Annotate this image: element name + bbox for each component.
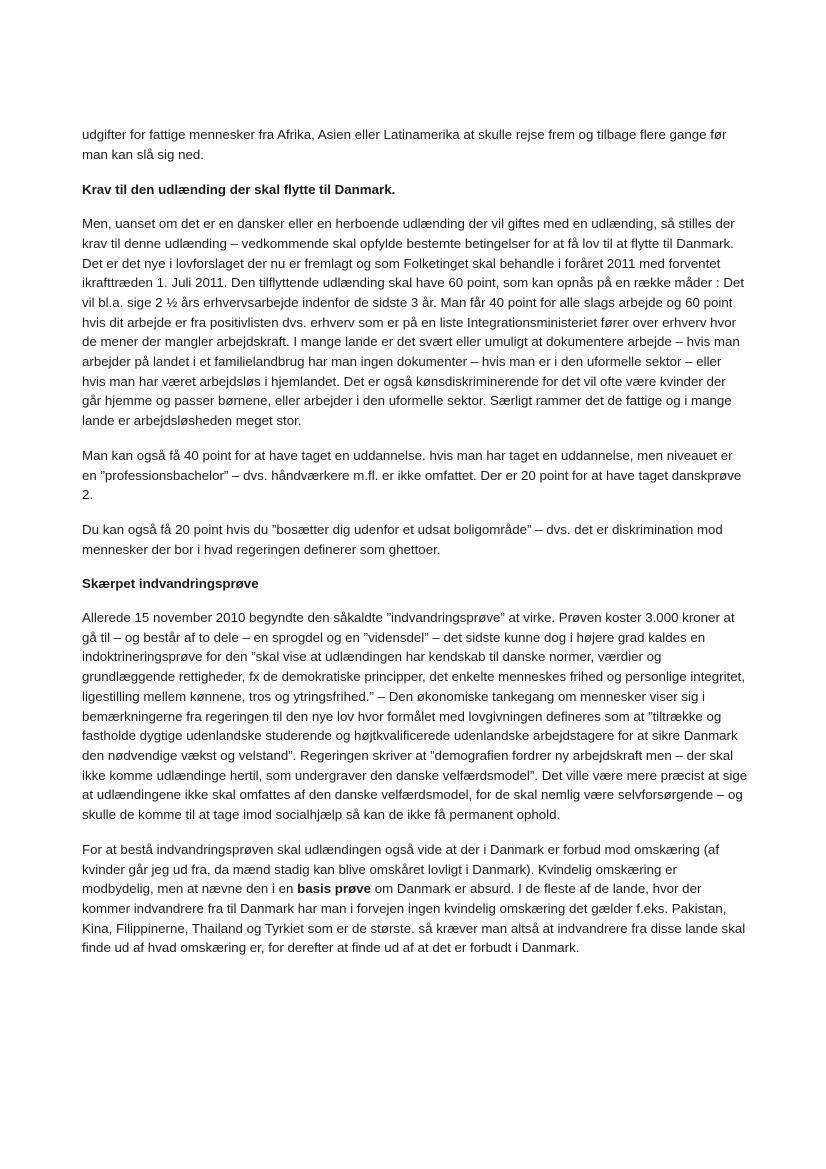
intro-paragraph: udgifter for fattige mennesker fra Afrika, Asien eller Latinamerika at skulle rejse frem og tilbage flere gange før man kan slå sig ned.	[82, 127, 727, 162]
paragraph-text-part: For at bestå indvandringsprøven skal udlændingen også vide at der i Danmark er forbud mod omskæring (af kvinder går jeg ud fra, da mænd stadig kan blive omskåret lovligt i Danmark). Kvindelig omskæring er modbydelig, men at nævne den i en	[82, 841, 720, 897]
section-heading-requirements: Krav til den udlænding der skal flytte til Danmark.	[82, 182, 396, 198]
document-page	[82, 125, 748, 973]
section-heading-immigration-test: Skærpet indvandringsprøve	[82, 576, 259, 592]
bold-phrase: basis prøve	[297, 881, 372, 897]
paragraph-requirements-2: Man kan også få 40 point for at have taget en uddannelse. hvis man har taget en uddannelse, men niveauet er en ”professionsbachelor” – dvs. håndværkere m.fl. er ikke omfattet. Der er 20 point for at have taget danskprøve 2.	[82, 447, 742, 503]
paragraph-requirements-3: Du kan også få 20 point hvis du ”bosætter dig udenfor et udsat boligområde” – dvs. det er diskrimination mod mennesker der bor i hvad regeringen definerer som ghettoer.	[82, 521, 723, 557]
paragraph-text-part: om Danmark er absurd. I de fleste af de lande, hvor der kommer indvandrere fra til Danmark har man i forvejen ingen kvindelig omskæring det gælder f.eks. Pakistan, Kina, Filippinerne, Thailand og Tyrkiet som er de største. så kræver man altså at indvandrere fra disse lande skal finde ud af hvad omskæring er, for derefter at finde ud af at det er forbudt i Danmark.	[82, 881, 746, 956]
paragraph-immigration-test-2	[82, 840, 748, 958]
paragraph-immigration-test-1: Allerede 15 november 2010 begyndte den såkaldte ”indvandringsprøve” at virke. Prøven koster 3.000 kroner at gå til – og består af to dele – en sprogdel og en ”vidensdel” – det sidste kunne dog i højere grad kaldes en indoktrineringsprøve for den ”skal vise at udlændingen har kendskab til danske normer, værdier og grundlæggende rettigheder, fx de demokratiske principper, det enkelte menneskes frihed og personlige integritet, ligestilling mellem kønnene, tros og ytringsfrihed.” – Den økonomiske tankegang om mennesker viser sig i bemærkningerne fra regeringen til den nye lov hvor formålet med lovgivningen defineres som at ”tiltrække og fastholde dygtige udenlandske studerende og højtkvalificerede udenlandske arbejdstagere for at sikre Danmark den nødvendige vækst og velstand”. Regeringen skriver at ”demografien fordrer ny arbejdskraft men – der skal ikke komme udlændinge hertil, som undergraver den danske velfærdsmodel”. Det ville være mere præcist at sige at udlændingene ikke skal omfattes af den danske velfærdsmodel, for de skal nemlig være selvforsørgende – og skulle de komme til at tage imod socialhjælp så kan de ikke få permanent ophold.	[82, 610, 748, 823]
paragraph-requirements-1: Men, uanset om det er en dansker eller en herboende udlænding der vil giftes med en udlænding, så stilles der krav til denne udlænding – vedkommende skal opfylde bestemte betingelser for at få lov til at flytte til Danmark. Det er det nye i lovforslaget der nu er fremlagt og som Folketinget skal behandle i foråret 2011 med forventet ikrafttræden 1. Juli 2011. Den tilflyttende udlænding skal have 60 point, som kan opnås på en række måder : Det vil bl.a. sige 2 ½ års erhvervsarbejde indenfor de sidste 3 år. Man får 40 point for alle slags arbejde og 60 point hvis dit arbejde er fra positivlisten dvs. erhverv som er på en liste Integrationsministeriet fører over erhverv hvor de mener der mangler arbejdskraft. I mange lande er det svært eller umuligt at dokumentere arbejde – hvis man arbejder på landet i et familielandbrug har man ingen dokumenter – hvis man er i den uformelle sektor – eller hvis man har været arbejdsløs i hjemlandet. Det er også kønsdiskriminerende for det vil ofte være kvinder der går hjemme og passer børnene, eller arbejder i den uformelle sektor. Særligt rammer det de fattige og i mange lande er arbejdsløsheden meget stor.	[82, 216, 745, 429]
